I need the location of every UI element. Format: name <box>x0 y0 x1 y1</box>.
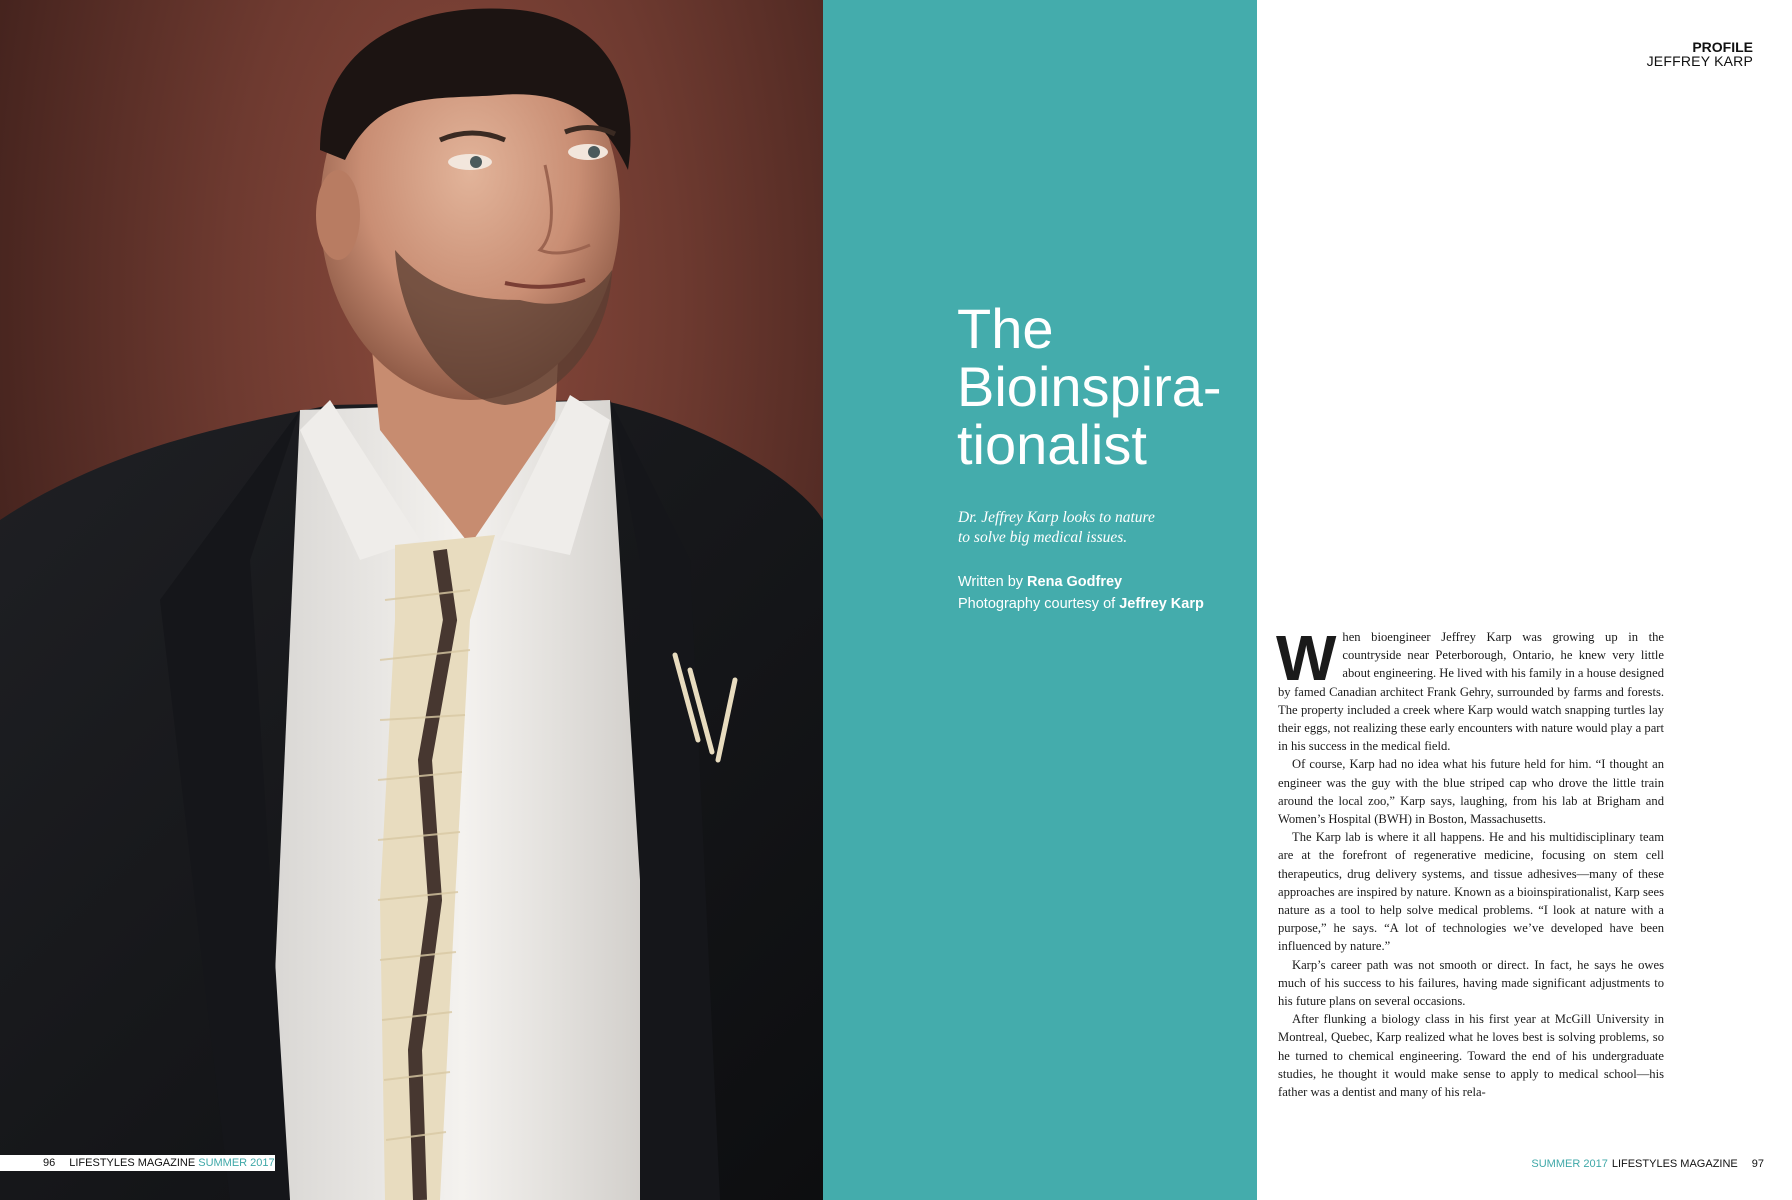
issue-season-left: SUMMER 2017 <box>198 1157 275 1169</box>
article-headline <box>957 297 1247 476</box>
body-paragraph: After flunking a biology class in his first year at McGill University in Montreal, Quebec, Karp realized what he loves best is solving problems, so he turned to chemical engineering. Toward the end of his undergraduate studies, he thought it would make sense to apply to medical school—his father was a dentist and many of his rela- <box>1278 1012 1664 1100</box>
body-paragraph: Of course, Karp had no idea what his future held for him. “I thought an engineer was the guy with the blue striped cap who drove the little train around the local zoo,” Karp says, laughing, from his lab at Brigham and Women’s Hospital (BWH) in Boston, Massachusetts. <box>1278 757 1664 827</box>
photographer-name: Jeffrey Karp <box>1119 596 1204 612</box>
headline-line: Bioinspira- <box>957 355 1222 418</box>
magazine-name-right: LIFESTYLES MAGAZINE <box>1611 1158 1738 1170</box>
byline <box>958 571 1248 593</box>
drop-cap: W <box>1276 622 1337 694</box>
body-paragraph: The Karp lab is where it all happens. He and his multidisciplinary team are at the forefront of regenerative medicine, focusing on stem cell therapeutics, drug delivery systems, and tissue adhesives—many of these approaches are inspired by nature. Known as a bioinspirationalist, Karp sees nature as a tool to help solve medical problems. “I look at nature with a purpose,” he says. “A lot of technologies we’ve developed have been influenced by nature.” <box>1278 830 1664 954</box>
magazine-name-left: LIFESTYLES MAGAZINE <box>69 1157 196 1169</box>
left-page-folio <box>0 1155 275 1171</box>
page-number-left: 96 <box>43 1157 56 1169</box>
body-paragraph <box>1276 622 1664 755</box>
dek-line: Dr. Jeffrey Karp looks to nature <box>958 509 1155 526</box>
article-dek <box>958 508 1218 548</box>
section-header <box>1647 40 1753 68</box>
portrait-illustration <box>0 0 823 1200</box>
author-name: Rena Godfrey <box>1027 574 1123 590</box>
title-panel <box>823 0 1257 1200</box>
written-by-label: Written by <box>958 574 1024 590</box>
body-paragraph: Karp’s career path was not smooth or direct. In fact, he says he owes much of his success to his failures, having made significant adjustments to his future plans on several occasions. <box>1278 957 1664 1009</box>
article-credits <box>958 571 1248 615</box>
headline-line: tionalist <box>957 413 1147 476</box>
dek-line: to solve big medical issues. <box>958 529 1128 546</box>
article-body <box>1276 622 1664 1101</box>
section-subject: JEFFREY KARP <box>1646 53 1753 69</box>
issue-season-right: SUMMER 2017 <box>1531 1158 1608 1170</box>
portrait-photo <box>0 0 823 1200</box>
paragraph-text: hen bioengineer Jeffrey Karp was growing up in the countryside near Peterborough, Ontario, he knew very little about engineering. He lived with his family in a house designed by famed Canadian architect Frank Gehry, surrounded by farms and forests. The property included a creek where Karp would watch snapping turtles lay their eggs, not realizing these early encounters with nature would play a part in his success in the medical field. <box>1278 630 1664 754</box>
photo-credit-label: Photography courtesy of <box>958 596 1116 612</box>
page-number-right: 97 <box>1751 1158 1764 1170</box>
section-kicker: PROFILE <box>1692 39 1753 55</box>
ear <box>316 170 360 260</box>
photo-credit <box>958 593 1248 615</box>
right-page-folio <box>1531 1158 1764 1170</box>
headline-line: The <box>957 297 1054 360</box>
